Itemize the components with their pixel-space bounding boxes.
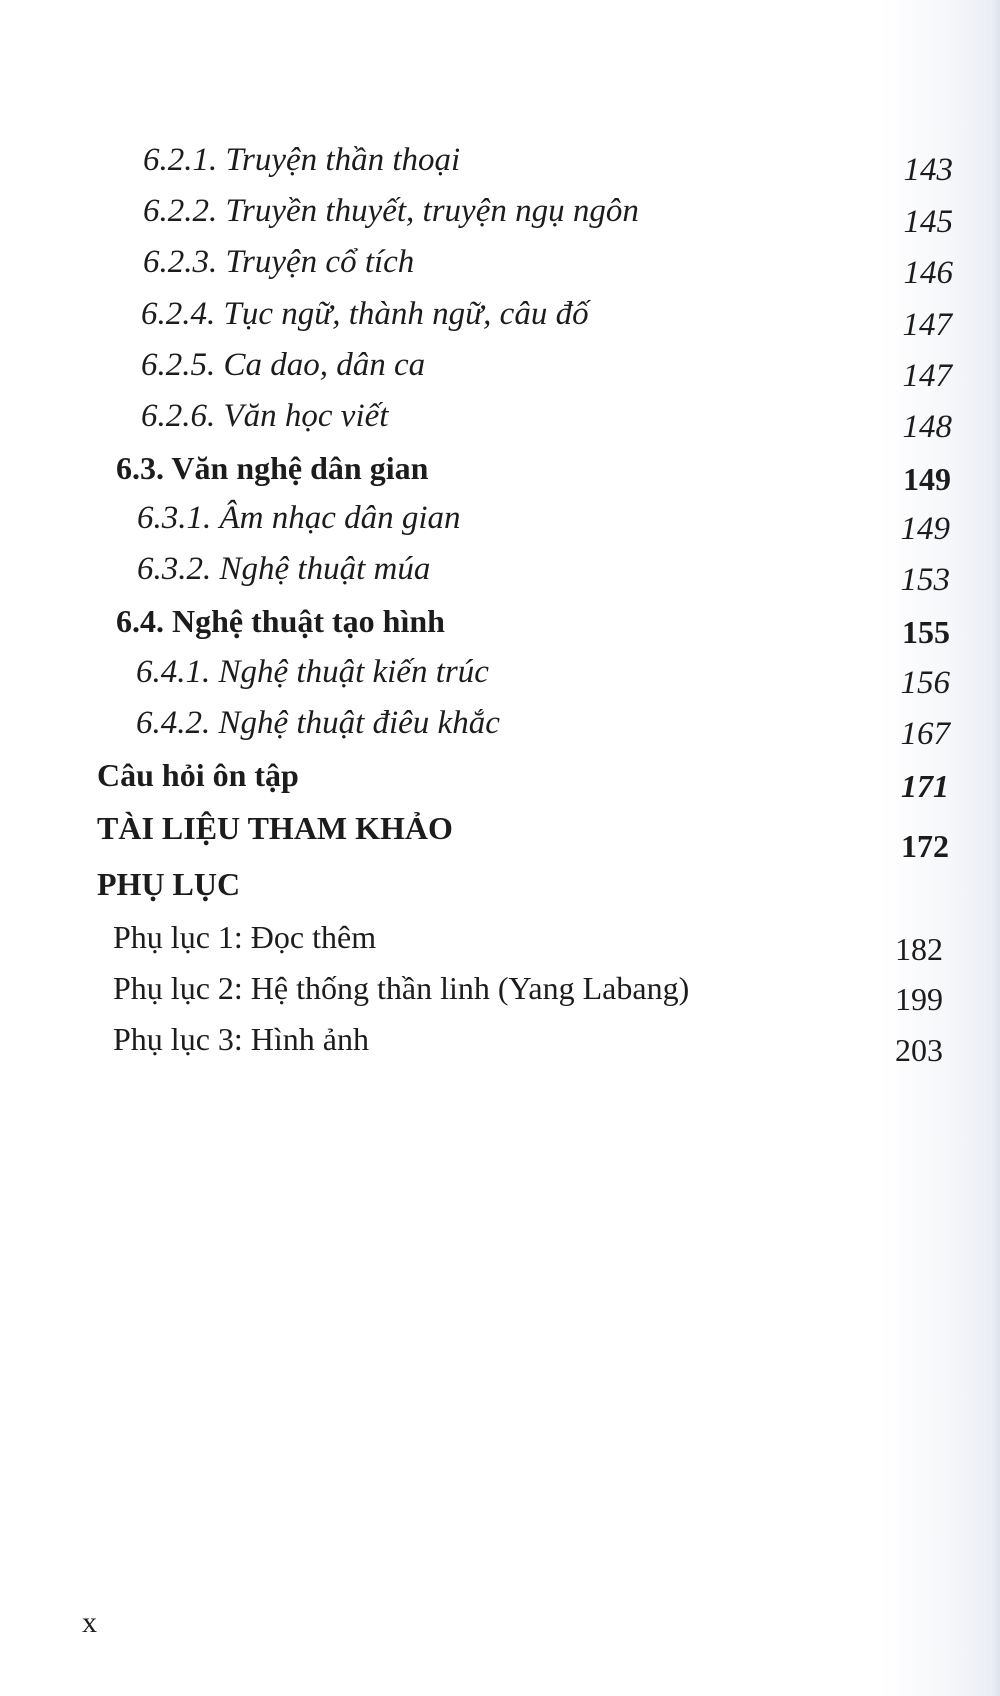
toc-appendix-title: Phụ lục 3: Hình ảnh (113, 1021, 369, 1057)
toc-entry-page: 149 (903, 461, 951, 497)
toc-entry-title: 6.2.1. Truyện thần thoại (143, 142, 461, 178)
toc-entry-page: 145 (903, 204, 953, 240)
toc-entry-page: 182 (895, 931, 943, 967)
toc-entry-page: 203 (895, 1032, 943, 1068)
toc-entry-title: 6.2.4. Tục ngữ, thành ngữ, câu đố (141, 296, 589, 332)
toc-entry-page: 149 (900, 511, 950, 547)
toc-entry-page: 146 (903, 255, 953, 291)
toc-chapter-title: Câu hỏi ôn tập (97, 757, 299, 793)
toc-appendix-title: Phụ lục 1: Đọc thêm (113, 919, 377, 955)
toc-entry-title: 6.4.2. Nghệ thuật điêu khắc (136, 705, 500, 741)
toc-entry-title: 6.2.5. Ca dao, dân ca (141, 347, 426, 383)
toc-entry-page: 172 (901, 828, 949, 864)
toc-chapter-title: TÀI LIỆU THAM KHẢO (97, 810, 453, 846)
toc-entry-page: 167 (900, 716, 950, 752)
toc-entry-title: 6.2.6. Văn học viết (141, 398, 389, 434)
toc-section-title: 6.4. Nghệ thuật tạo hình (116, 603, 445, 639)
toc-entry-page: 199 (895, 981, 943, 1017)
toc-entry-title: 6.3.1. Âm nhạc dân gian (137, 500, 461, 536)
toc-entry-title: 6.3.2. Nghệ thuật múa (137, 551, 431, 587)
toc-entry-page: 147 (902, 307, 952, 343)
toc-entry-page: 171 (901, 768, 949, 804)
page-number: x (82, 1606, 97, 1639)
toc-entry-page: 143 (903, 152, 953, 188)
toc-appendix-title: Phụ lục 2: Hệ thống thần linh (Yang Labang) (113, 970, 690, 1006)
toc-entry-title: 6.2.3. Truyện cổ tích (143, 244, 415, 280)
toc-section-title: 6.3. Văn nghệ dân gian (116, 450, 429, 486)
toc-entry-page: 153 (900, 562, 950, 598)
page-edge-shadow (990, 0, 1000, 1696)
toc-chapter-title: PHỤ LỤC (97, 866, 241, 902)
toc-entry-page: 156 (900, 665, 950, 701)
toc-entry-title: 6.4.1. Nghệ thuật kiến trúc (136, 654, 489, 690)
toc-entry-page: 155 (902, 614, 950, 650)
toc-entry-page: 148 (902, 409, 952, 445)
toc-entry-title: 6.2.2. Truyền thuyết, truyện ngụ ngôn (143, 193, 639, 229)
toc-entry-page: 147 (902, 358, 952, 394)
